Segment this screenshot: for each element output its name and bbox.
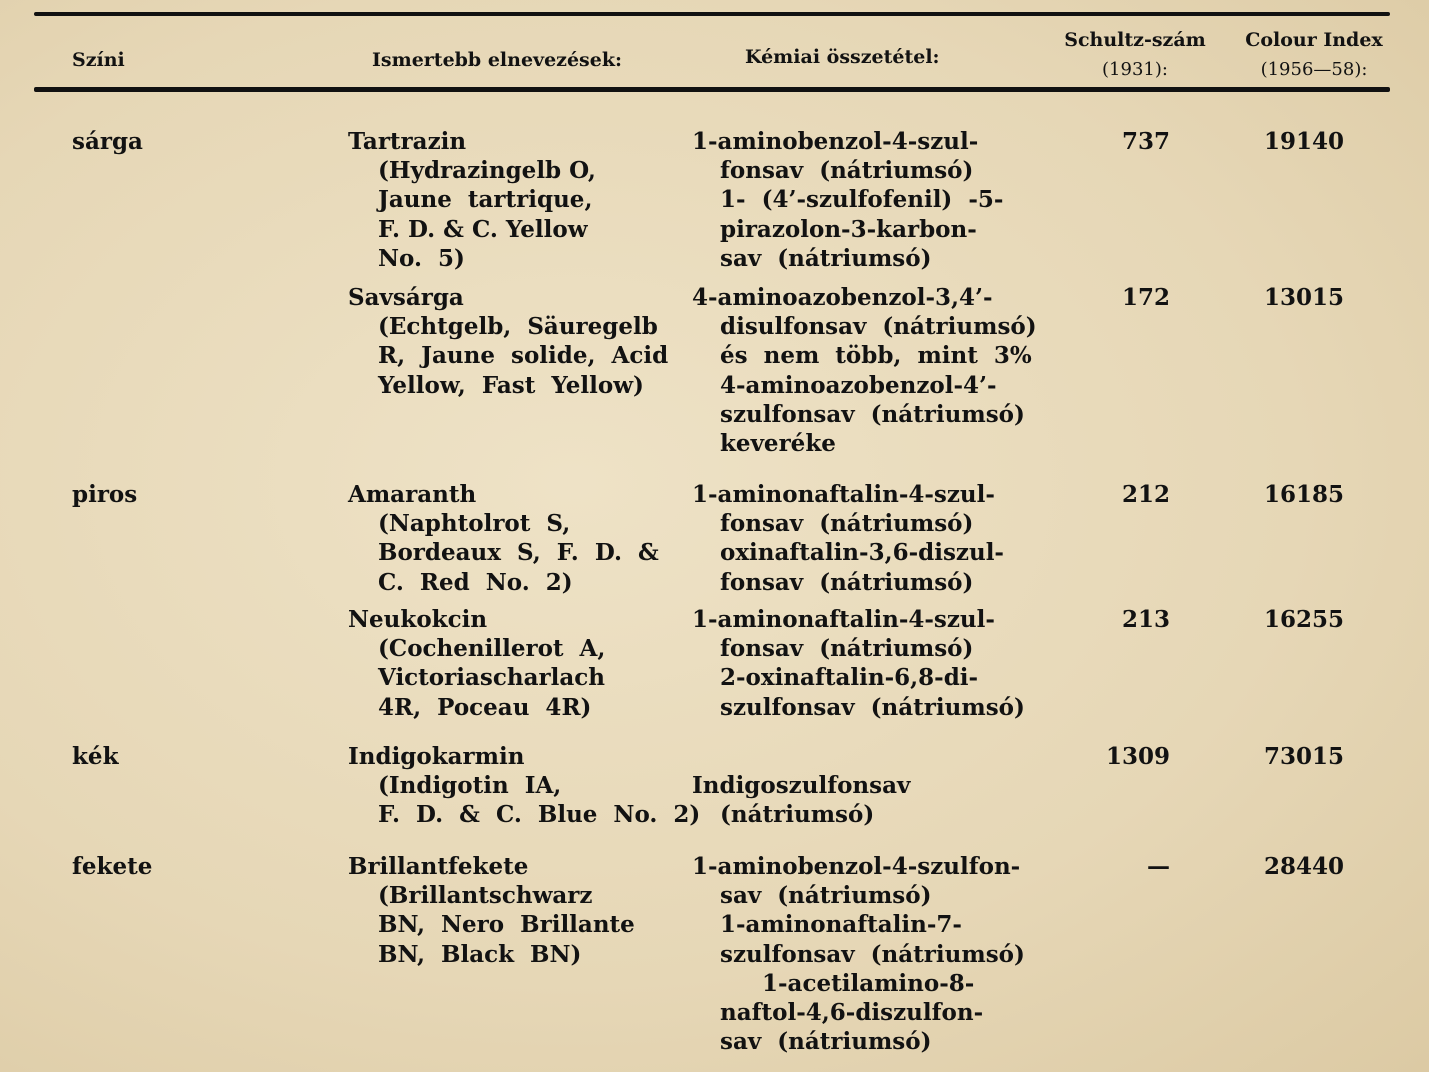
top-rule <box>34 12 1390 16</box>
chem-line: 1-acetilamino-8- <box>762 969 975 997</box>
chem-line: szulfonsav (nátriumsó) <box>720 400 1025 428</box>
name-line: Victoriascharlach <box>378 664 605 692</box>
chem-line: szulfonsav (nátriumsó) <box>720 693 1025 721</box>
header-schultz-line1: Schultz-szám <box>1064 29 1206 51</box>
chem-line: sav (nátriumsó) <box>720 1028 932 1056</box>
row-schultz-number: 172 <box>1121 284 1170 311</box>
chem-line: (nátriumsó) <box>720 801 875 829</box>
chem-line: és nem több, mint 3% <box>720 342 1032 370</box>
chem-line <box>692 742 910 771</box>
row-names <box>348 127 596 273</box>
header-ci <box>1234 26 1394 84</box>
chem-line: disulfonsav (nátriumsó) <box>720 313 1037 341</box>
row-chem <box>692 605 1025 722</box>
row-names <box>348 742 700 830</box>
row-schultz-number: 212 <box>1121 481 1170 508</box>
name-line: (Brillantschwarz <box>378 882 593 910</box>
chem-line: oxinaftalin-3,6-diszul- <box>720 539 1004 567</box>
name-line: C. Red No. 2) <box>378 568 573 596</box>
name-line: Bordeaux S, F. D. & <box>378 539 659 567</box>
name-line: F. D. & C. Yellow <box>378 215 588 243</box>
name-line: Brillantfekete <box>348 853 529 880</box>
name-line: Savsárga <box>348 284 464 311</box>
row-colour-index: 19140 <box>1263 128 1344 155</box>
row-colour-index: 16185 <box>1263 481 1344 508</box>
chem-line: sav (nátriumsó) <box>720 244 932 272</box>
row-chem <box>692 127 1003 273</box>
name-line: Neukokcin <box>348 606 488 633</box>
chem-line: 1-aminonaftalin-4-szul- <box>692 606 995 633</box>
header-schultz <box>1060 26 1210 84</box>
name-line: (Naphtolrot S, <box>378 510 571 538</box>
row-colour-index: 73015 <box>1263 743 1344 770</box>
chem-line: fonsav (nátriumsó) <box>720 568 974 596</box>
row-color: piros <box>72 481 138 508</box>
row-schultz-number: 737 <box>1121 128 1170 155</box>
row-colour-index: 16255 <box>1263 606 1344 633</box>
name-line: R, Jaune solide, Acid <box>378 342 669 370</box>
row-names <box>348 480 659 597</box>
chem-line: 1-aminonaftalin-4-szul- <box>692 481 995 508</box>
header-color: Színi <box>72 49 125 71</box>
chem-line: 4-aminoazobenzol-3,4’- <box>692 284 993 311</box>
row-chem <box>692 283 1037 458</box>
name-line: BN, Black BN) <box>378 940 582 968</box>
row-names <box>348 283 668 400</box>
name-line: Jaune tartrique, <box>378 186 593 214</box>
chem-line: pirazolon-3-karbon- <box>720 215 977 243</box>
chem-line: 1- (4’-szulfofenil) -5- <box>720 186 1004 214</box>
chem-line: 2-oxinaftalin-6,8-di- <box>720 664 979 692</box>
name-line: (Indigotin IA, <box>378 772 562 800</box>
header-chem: Kémiai összetétel: <box>745 46 940 68</box>
name-line: Amaranth <box>348 481 477 508</box>
name-line: (Cochenillerot A, <box>378 635 606 663</box>
row-names <box>348 852 635 969</box>
row-schultz-number: — <box>1147 853 1170 880</box>
header-rule <box>34 87 1390 92</box>
row-schultz-number: 213 <box>1121 606 1170 633</box>
row-chem <box>692 480 1004 597</box>
name-line: Yellow, Fast Yellow) <box>378 371 644 399</box>
row-color: kék <box>72 743 119 770</box>
row-chem <box>692 742 910 830</box>
chem-line: 4-aminoazobenzol-4’- <box>720 371 997 399</box>
chem-line: fonsav (nátriumsó) <box>720 635 974 663</box>
chem-line: szulfonsav (nátriumsó) <box>720 940 1025 968</box>
chem-line: keveréke <box>720 430 836 458</box>
chem-line: fonsav (nátriumsó) <box>720 510 974 538</box>
chem-line: fonsav (nátriumsó) <box>720 157 974 185</box>
header-schultz-line2: (1931): <box>1102 59 1168 80</box>
chem-line: 1-aminobenzol-4-szul- <box>692 128 979 155</box>
name-line: 4R, Poceau 4R) <box>378 693 592 721</box>
row-color: fekete <box>72 853 153 880</box>
row-chem <box>692 852 1025 1056</box>
name-line: No. 5) <box>378 244 465 272</box>
chem-line: 1-aminobenzol-4-szulfon- <box>692 853 1021 880</box>
row-colour-index: 13015 <box>1263 284 1344 311</box>
row-names <box>348 605 605 722</box>
chem-line: naftol-4,6-diszulfon- <box>720 999 984 1027</box>
row-schultz-number: 1309 <box>1105 743 1170 770</box>
name-line: Tartrazin <box>348 128 467 155</box>
name-line: BN, Nero Brillante <box>378 911 635 939</box>
name-line: F. D. & C. Blue No. 2) <box>378 801 701 829</box>
row-color: sárga <box>72 128 143 155</box>
chem-line: sav (nátriumsó) <box>720 882 932 910</box>
header-names: Ismertebb elnevezések: <box>372 49 623 71</box>
chem-line: 1-aminonaftalin-7- <box>720 911 962 939</box>
header-ci-line1: Colour Index <box>1245 29 1383 51</box>
name-line: (Hydrazingelb O, <box>378 157 596 185</box>
name-line: (Echtgelb, Säuregelb <box>378 313 658 341</box>
header-ci-line2: (1956—58): <box>1260 59 1368 80</box>
row-colour-index: 28440 <box>1263 853 1344 880</box>
chem-line: Indigoszulfonsav <box>692 772 911 800</box>
name-line: Indigokarmin <box>348 743 525 770</box>
